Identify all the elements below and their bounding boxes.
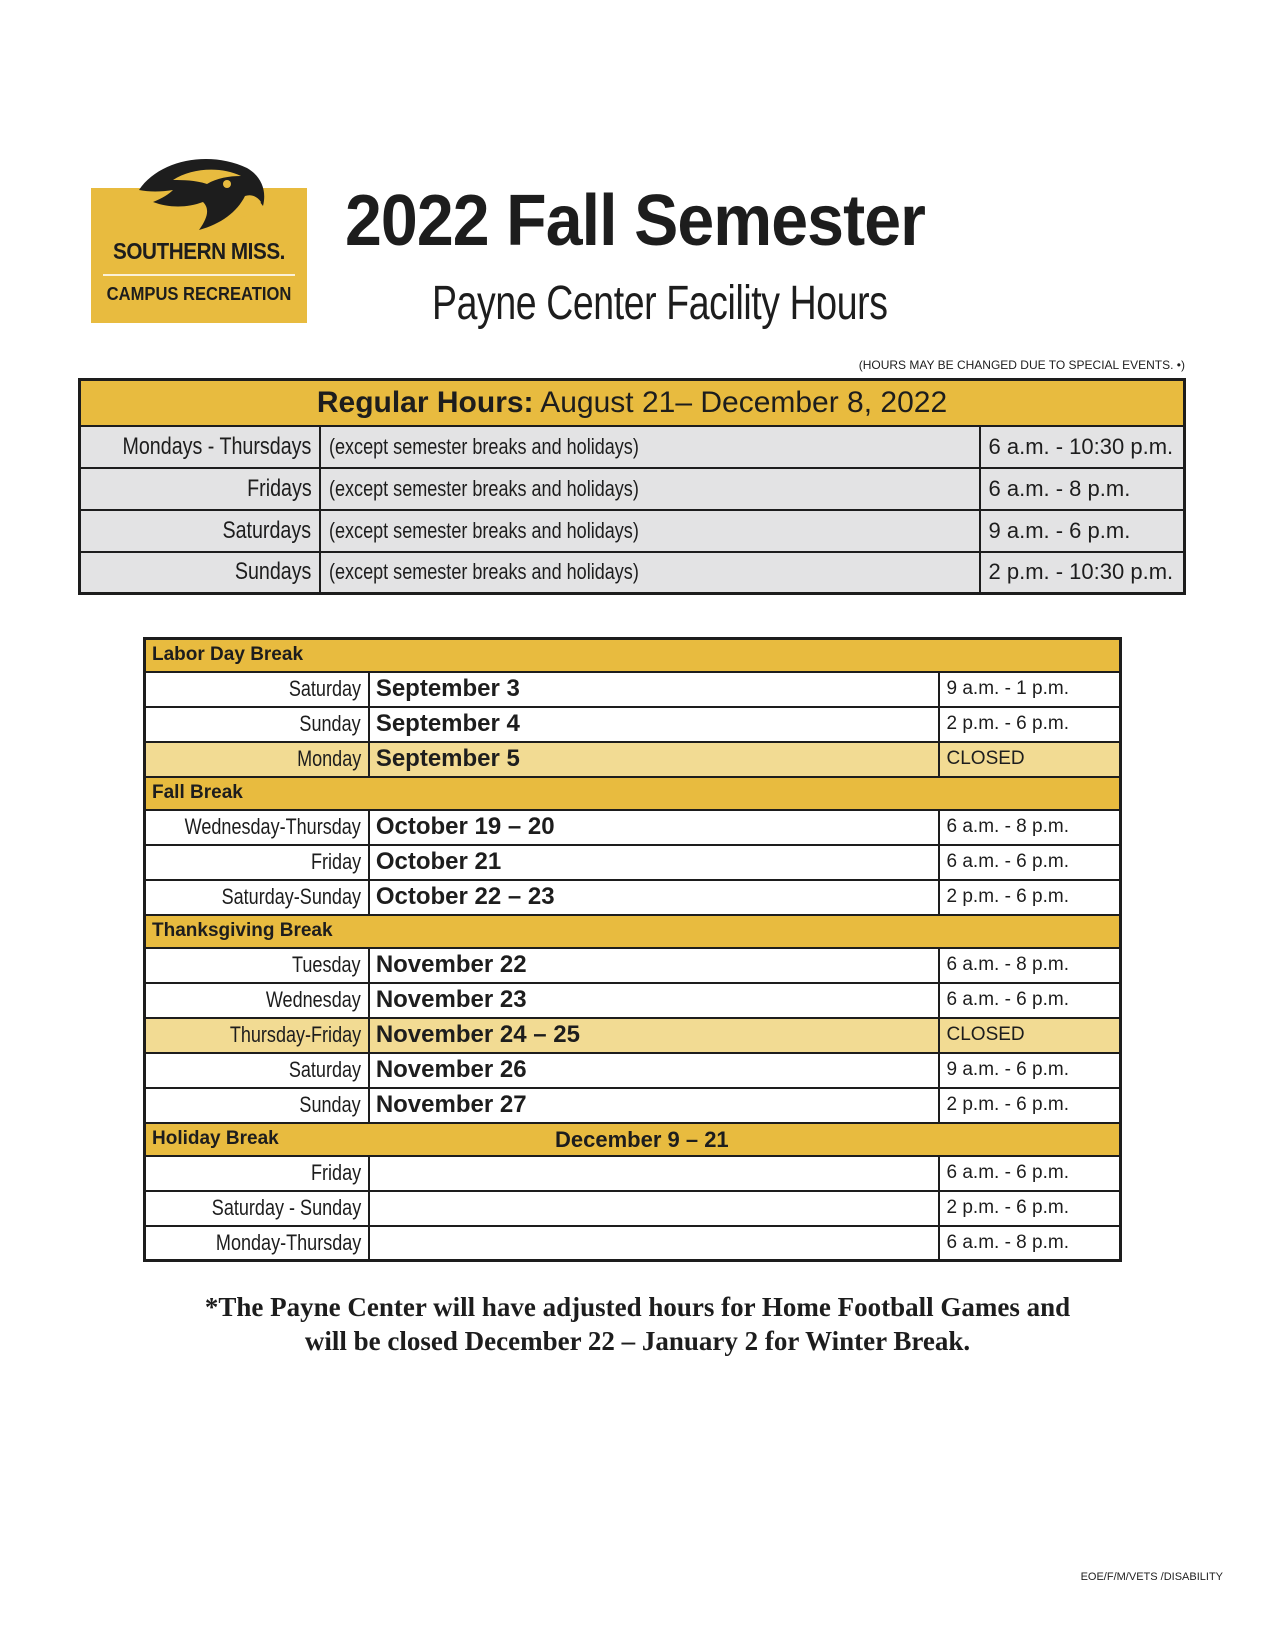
hours-value: 6 a.m. - 8 p.m.: [939, 810, 1121, 845]
hours-value: 6 a.m. - 8 p.m.: [939, 1226, 1121, 1261]
table-row: [145, 983, 1121, 1018]
day-label: Wednesday: [265, 987, 361, 1012]
hours-value: 2 p.m. - 10:30 p.m.: [988, 559, 1174, 585]
hours-value: 9 a.m. - 6 p.m.: [988, 517, 1131, 543]
date-value: October 22 – 23: [369, 880, 939, 915]
date-value: October 19 – 20: [369, 810, 939, 845]
table-row: [80, 426, 1185, 468]
date-value: September 5: [369, 742, 939, 777]
regular-hours-table: [78, 378, 1186, 595]
hours-value: 2 p.m. - 6 p.m.: [939, 880, 1121, 915]
logo-line2: CAMPUS RECREATION: [106, 284, 292, 304]
day-label: Sundays: [234, 558, 312, 586]
table-row: [145, 707, 1121, 742]
table-row: [145, 1053, 1121, 1088]
page-title: 2022 Fall Semester: [345, 181, 925, 261]
section-title: Labor Day Break: [145, 639, 1121, 672]
regular-hours-label: Regular Hours:: [316, 385, 534, 419]
hours-value: 2 p.m. - 6 p.m.: [939, 707, 1121, 742]
footer-notice: [0, 1290, 1275, 1358]
day-label: Friday: [310, 849, 361, 874]
eoe-statement: EOE/F/M/VETS /DISABILITY: [1080, 1571, 1223, 1583]
hours-value: 2 p.m. - 6 p.m.: [939, 1191, 1121, 1226]
break-hours-table: [143, 637, 1122, 1262]
hours-value: CLOSED: [939, 742, 1121, 777]
date-value: September 3: [369, 672, 939, 707]
date-value: November 22: [369, 948, 939, 983]
day-label: Tuesday: [292, 952, 361, 977]
day-label: Saturday - Sunday: [211, 1195, 361, 1220]
section-title: Holiday Break: [152, 1128, 279, 1149]
date-value: September 4: [369, 707, 939, 742]
southern-miss-logo: [91, 150, 307, 323]
table-row: [80, 468, 1185, 510]
section-header-thanksgiving: [145, 915, 1121, 948]
date-value: November 27: [369, 1088, 939, 1123]
row-note: (except semester breaks and holidays): [329, 559, 640, 585]
section-header-fall-break: [145, 777, 1121, 810]
date-value: November 24 – 25: [369, 1018, 939, 1053]
row-note: (except semester breaks and holidays): [329, 433, 640, 459]
date-value: [369, 1226, 939, 1261]
table-row: [145, 672, 1121, 707]
day-label: Mondays - Thursdays: [122, 432, 312, 460]
logo-divider: [103, 274, 295, 276]
day-label: Monday-Thursday: [215, 1229, 361, 1255]
table-row: [145, 1191, 1121, 1226]
hours-value: 9 a.m. - 1 p.m.: [939, 672, 1121, 707]
table-row: [145, 845, 1121, 880]
holiday-date-range: December 9 – 21: [555, 1126, 729, 1152]
row-note: (except semester breaks and holidays): [329, 475, 640, 501]
date-value: November 23: [369, 983, 939, 1018]
hours-value: 6 a.m. - 6 p.m.: [939, 983, 1121, 1018]
section-title: Thanksgiving Break: [145, 915, 1121, 948]
page-subtitle: Payne Center Facility Hours: [432, 277, 888, 330]
table-row: [145, 810, 1121, 845]
logo-line1: SOUTHERN MISS.: [113, 238, 285, 264]
day-label: Saturdays: [222, 516, 312, 544]
hours-value: 2 p.m. - 6 p.m.: [939, 1088, 1121, 1123]
table-row-closed: [145, 1018, 1121, 1053]
row-note: (except semester breaks and holidays): [329, 517, 640, 543]
day-label: Fridays: [246, 474, 312, 502]
hours-value: 6 a.m. - 8 p.m.: [939, 948, 1121, 983]
date-value: November 26: [369, 1053, 939, 1088]
day-label: Saturday: [288, 1057, 361, 1082]
regular-hours-dates: August 21– December 8, 2022: [540, 385, 948, 419]
day-label: Friday: [310, 1160, 361, 1185]
section-title: Fall Break: [145, 777, 1121, 810]
table-row: [80, 552, 1185, 594]
footer-line-1: *The Payne Center will have adjusted hours for Home Football Games and: [204, 1292, 1071, 1322]
table-row-closed: [145, 742, 1121, 777]
special-events-note: (HOURS MAY BE CHANGED DUE TO SPECIAL EVENTS. •): [858, 358, 1185, 372]
hours-value: 6 a.m. - 8 p.m.: [988, 475, 1131, 501]
regular-hours-heading: [80, 380, 1185, 426]
table-row: [145, 1088, 1121, 1123]
footer-line-2: will be closed December 22 – January 2 for Winter Break.: [304, 1326, 971, 1356]
day-label: Saturday-Sunday: [221, 884, 361, 909]
date-value: [369, 1156, 939, 1191]
hours-value: CLOSED: [939, 1018, 1121, 1053]
day-label: Sunday: [299, 711, 361, 736]
day-label: Thursday-Friday: [229, 1022, 361, 1047]
day-label: Wednesday-Thursday: [184, 814, 361, 839]
date-value: [369, 1191, 939, 1226]
day-label: Saturday: [288, 676, 361, 701]
section-header-holiday-break: [145, 1123, 1121, 1156]
date-value: October 21: [369, 845, 939, 880]
hours-value: 6 a.m. - 6 p.m.: [939, 1156, 1121, 1191]
day-label: Monday: [296, 746, 361, 771]
table-row: [145, 948, 1121, 983]
hours-value: 9 a.m. - 6 p.m.: [939, 1053, 1121, 1088]
table-row: [145, 1226, 1121, 1261]
hours-value: 6 a.m. - 6 p.m.: [939, 845, 1121, 880]
day-label: Sunday: [299, 1092, 361, 1117]
eagle-head-icon: [129, 150, 269, 232]
table-row: [145, 880, 1121, 915]
table-row: [80, 510, 1185, 552]
hours-value: 6 a.m. - 10:30 p.m.: [988, 433, 1174, 459]
section-header-labor-day: [145, 639, 1121, 672]
table-row: [145, 1156, 1121, 1191]
